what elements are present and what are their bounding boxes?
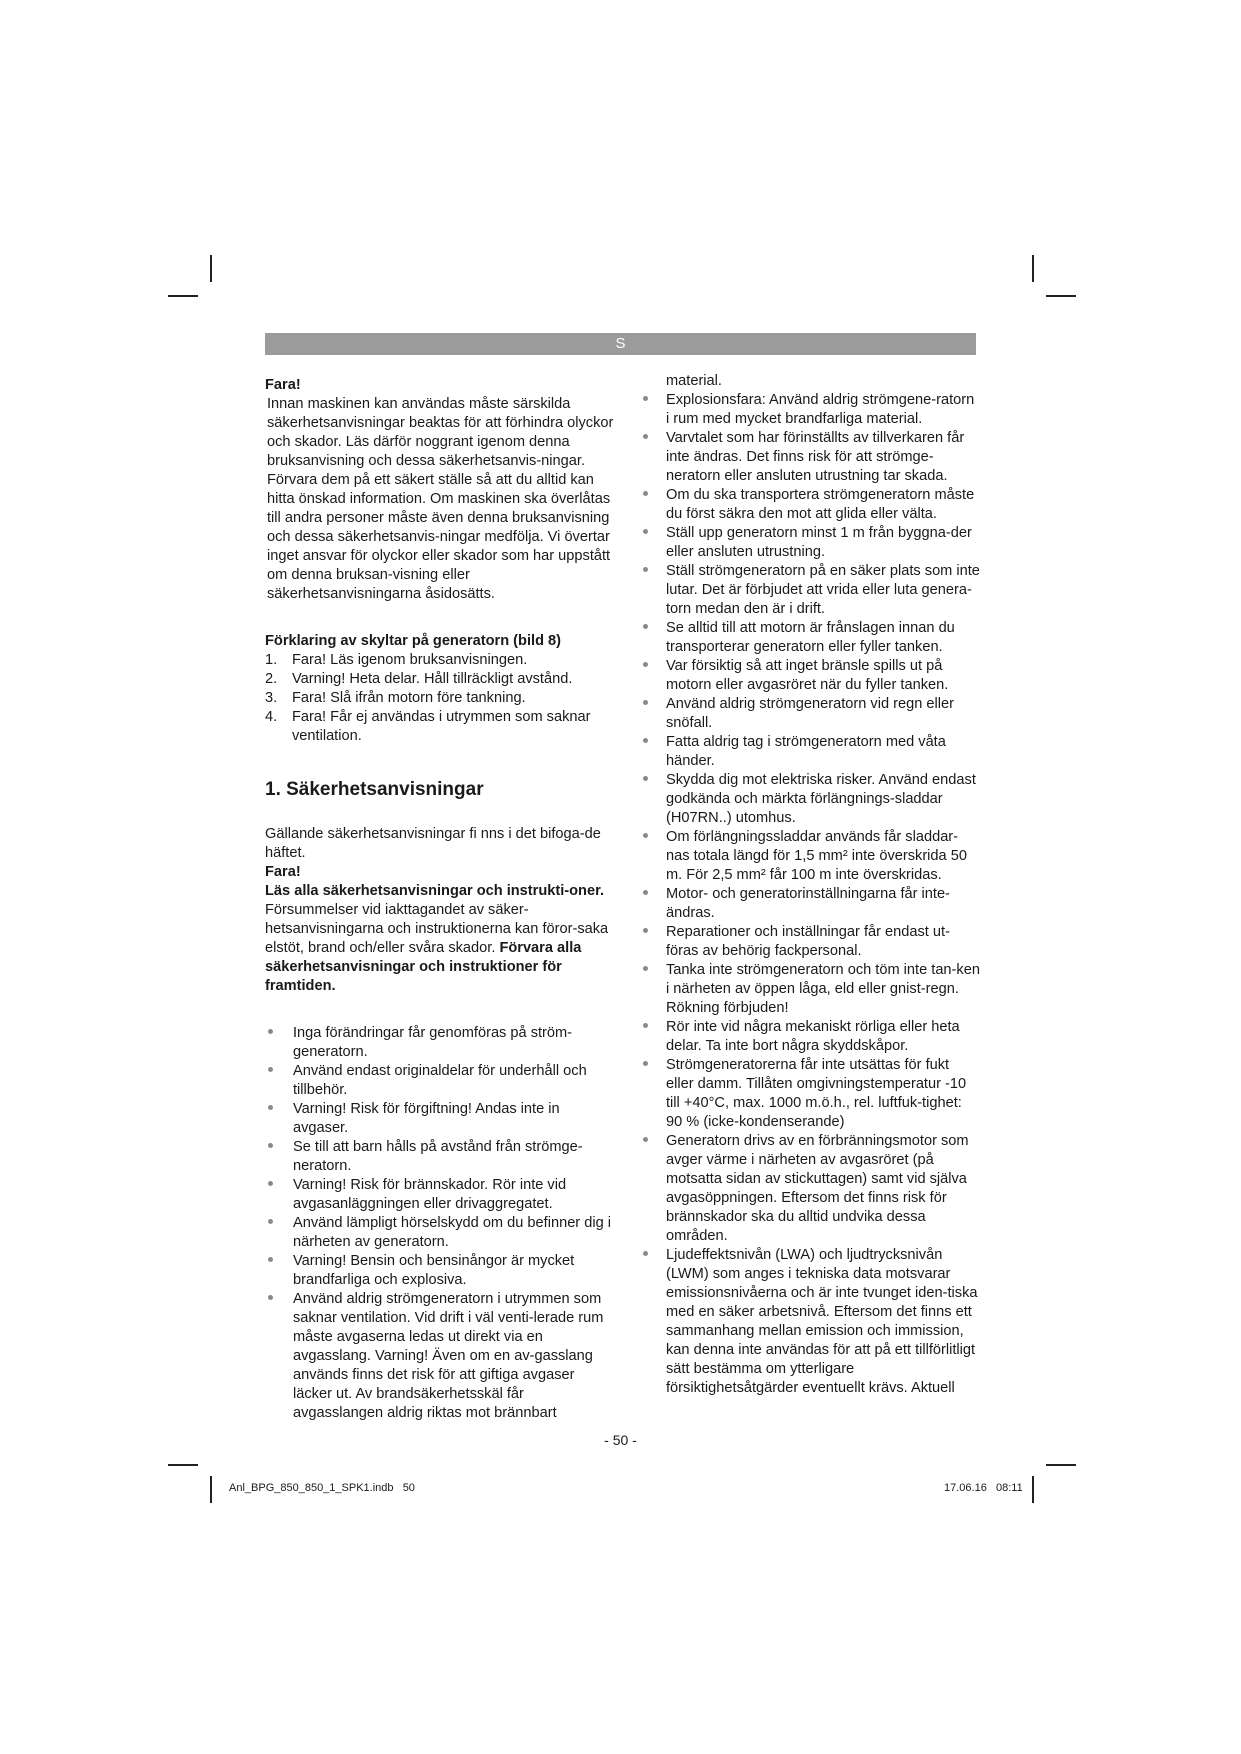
crop-mark: [1046, 295, 1076, 297]
crop-mark: [168, 295, 198, 297]
list-item: Fatta aldrig tag i strömgeneratorn med våta händer.: [640, 733, 980, 771]
list-item: Motor- och generatorinställningarna får inte-ändras.: [640, 885, 980, 923]
list-item: Ljudeffektsnivån (LWA) och ljudtrycksnivån (LWM) som anges i tekniska data motsvarar emissionsnivåerna och är inte tvunget iden-tiska med en säker arbetsnivå. Eftersom det finns ett sammanhang mellan emission och immission, kan denna inte användas för att på ett tillförlitligt sätt bestämma om ytterligare försiktighetsåtgärder eventuellt krävs. Aktuell: [640, 1246, 980, 1398]
right-column: [640, 372, 980, 1398]
list-item: Reparationer och inställningar får endast ut-föras av behörig fackpersonal.: [640, 923, 980, 961]
crop-mark: [210, 1476, 212, 1503]
list-item: Använd lämpligt hörselskydd om du befinner dig i närheten av generatorn.: [265, 1214, 615, 1252]
list-item: Se alltid till att motorn är frånslagen innan du transporterar generatorn eller fyller tanken.: [640, 619, 980, 657]
right-bullet-list: [640, 391, 980, 1398]
crop-mark: [210, 255, 212, 282]
crop-mark: [1032, 1476, 1034, 1503]
list-item: Inga förändringar får genomföras på ström-generatorn.: [265, 1024, 615, 1062]
list-item: Strömgeneratorerna får inte utsättas för fukt eller damm. Tillåten omgivningstemperatur -10 till +40°C, max. 1000 m.ö.h., rel. luftfuk-tighet: 90 % (icke-kondenserande): [640, 1056, 980, 1132]
file-reference: Anl_BPG_850_850_1_SPK1.indb 50: [229, 1482, 415, 1494]
list-item: Använd aldrig strömgeneratorn i utrymmen som saknar ventilation. Vid drift i väl venti-lerade rum måste avgaserna ledas ut direkt via en avgasslang. Varning! Även om en av-gasslang används finns det risk för att giftiga avgaser läcker ut. Av brandsäkerhetsskäl får avgasslangen aldrig riktas mot brännbart: [265, 1290, 615, 1423]
list-item: Generatorn drivs av en förbränningsmotor som avger värme i närheten av avgasröret (på motsatta sidan av stickuttagen) samt vid själva avgasöppningen. Eftersom det finns risk för brännskador ska du alltid undvika dessa områden.: [640, 1132, 980, 1246]
page-number: - 50 -: [604, 1432, 637, 1448]
section-label: S: [615, 335, 626, 352]
crop-mark: [1032, 255, 1034, 282]
list-item: Var försiktig så att inget bränsle spills ut på motorn eller avgasröret när du fyller tanken.: [640, 657, 980, 695]
list-item: Rör inte vid några mekaniskt rörliga eller heta delar. Ta inte bort några skyddskåpor.: [640, 1018, 980, 1056]
list-item: Se till att barn hålls på avstånd från strömge-neratorn.: [265, 1138, 615, 1176]
applicable-text: Gällande säkerhetsanvisningar fi nns i det bifoga-de häftet.: [265, 826, 601, 861]
continuation-text: material.: [666, 373, 722, 389]
print-datetime: 17.06.16 08:11: [944, 1482, 1023, 1494]
list-item: Explosionsfara: Använd aldrig strömgene-ratorn i rum med mycket brandfarliga material.: [640, 391, 980, 429]
crop-mark: [168, 1464, 198, 1466]
danger-title-2: Fara!: [265, 864, 301, 880]
read-all-paragraph: Läs alla säkerhetsanvisningar och instrukti-oner. Försummelser vid iakttagandet av säker-hetsanvisningarna och instruktionerna kan föror-saka elstöt, brand och/eller svåra skador. Förvara alla säkerhetsanvisningar och instruktioner för framtiden.: [265, 883, 609, 994]
crop-mark: [1046, 1464, 1076, 1466]
list-item: Använd endast originaldelar för underhåll och tillbehör.: [265, 1062, 615, 1100]
list-item: 4. Fara! Får ej användas i utrymmen som saknar ventilation.: [265, 709, 591, 744]
danger-title: Fara!: [265, 377, 301, 393]
signs-heading: Förklaring av skyltar på generatorn (bild 8): [265, 633, 562, 649]
list-item: Om du ska transportera strömgeneratorn måste du först säkra den mot att glida eller välta.: [640, 486, 980, 524]
section-heading: 1. Säkerhetsanvisningar: [265, 779, 484, 800]
list-item: Ställ upp generatorn minst 1 m från byggna-der eller ansluten utrustning.: [640, 524, 980, 562]
list-item: Varning! Risk för förgiftning! Andas inte in avgaser.: [265, 1100, 615, 1138]
intro-paragraph: Innan maskinen kan användas måste särskilda säkerhetsanvisningar beaktas för att förhindra olyckor och skador. Läs därför noggrant igenom denna bruksanvisning och dessa säkerhetsanvis-ningar. Förvara dem på ett säkert ställe så att du alltid kan hitta önskad information. Om maskinen ska överlåtas till andra personer måste även denna bruksanvisning och dessa säkerhetsanvis-ningar medfölja. Vi övertar inget ansvar för olyckor eller skador som har uppstått om denna bruksan-visning eller säkerhetsanvisningarna åsidosätts.: [267, 396, 614, 602]
left-bullet-list: [265, 1024, 615, 1423]
list-item: Tanka inte strömgeneratorn och töm inte tan-ken i närheten av öppen låga, eld eller gnist-regn. Rökning förbjuden!: [640, 961, 980, 1018]
language-header-bar: [265, 333, 976, 355]
list-item: Använd aldrig strömgeneratorn vid regn eller snöfall.: [640, 695, 980, 733]
list-item: 3. Fara! Slå ifrån motorn före tankning.: [265, 690, 526, 706]
left-column: [265, 376, 615, 1423]
list-item: Ställ strömgeneratorn på en säker plats som inte lutar. Det är förbjudet att vrida eller luta genera-torn medan den är i drift.: [640, 562, 980, 619]
list-item: Varvtalet som har förinställts av tillverkaren får inte ändras. Det finns risk för att strömge-neratorn eller ansluten utrustning tar skada.: [640, 429, 980, 486]
list-item: Varning! Risk för brännskador. Rör inte vid avgasanläggningen eller drivaggregatet.: [265, 1176, 615, 1214]
list-item: 2. Varning! Heta delar. Håll tillräckligt avstånd.: [265, 671, 573, 687]
list-item: Om förlängningssladdar används får sladdar-nas totala längd för 1,5 mm² inte överskrida 50 m. För 2,5 mm² får 100 m inte överskridas.: [640, 828, 980, 885]
list-item: 1. Fara! Läs igenom bruksanvisningen.: [265, 652, 528, 668]
signs-list: [265, 651, 615, 746]
list-item: Varning! Bensin och bensinångor är mycket brandfarliga och explosiva.: [265, 1252, 615, 1290]
list-item: Skydda dig mot elektriska risker. Använd endast godkända och märkta förlängnings-sladdar (H07RN..) utomhus.: [640, 771, 980, 828]
